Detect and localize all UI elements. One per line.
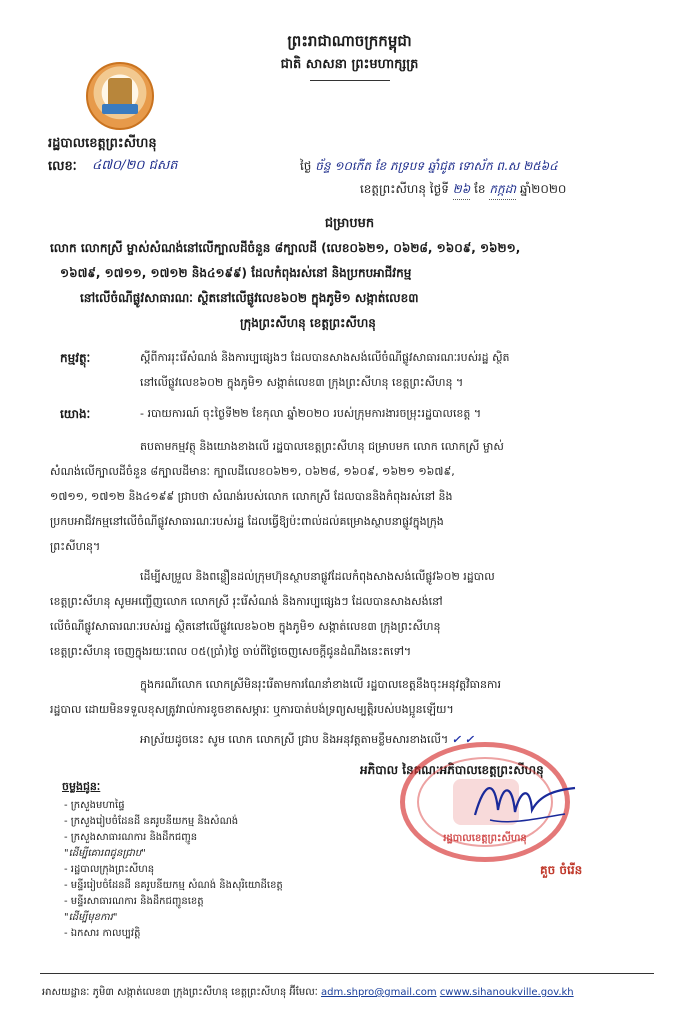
solar-date-prefix: ខេត្តព្រះសីហនុ ថ្ងៃទី xyxy=(360,182,449,196)
list-item: "ដើម្បីគោរពជូនជ្រាប" xyxy=(64,848,146,859)
footer-email-link[interactable]: adm.shpro@gmail.com xyxy=(321,987,437,998)
footer-divider xyxy=(40,973,654,974)
footer-website-link[interactable]: cwww.sihanoukville.gov.kh xyxy=(439,987,574,998)
handwritten-signature xyxy=(470,770,580,830)
footer-contact xyxy=(42,985,574,1000)
subject-label: កម្មវត្ថុៈ xyxy=(60,351,91,365)
body-p2-line-1: ដើម្បីសម្រួល និងពន្លឿនដល់ក្រុមហ៊ុនស្ថាបនាផ្លូវដែលកំពុងសាងសង់លើផ្លូវ៦០២ រដ្ឋបាល xyxy=(140,570,495,583)
closing-handwritten-mark: ✓ ✓ xyxy=(451,733,474,746)
emblem-ribbon-icon xyxy=(102,104,138,114)
list-item: - ក្រសួងរៀបចំដែនដី នគរូបនីយកម្ម និងសំណង់ xyxy=(64,816,239,827)
list-item: - ក្រសួងសាធារណការ និងដឹកជញ្ជូន xyxy=(64,832,198,843)
body-p1-line-2: សំណង់លើក្បាលដីចំនួន ៨ក្បាលដីមានៈ ក្បាលដីលេខ០៦២១, ០៦២៨, ១៦០៩, ១៦២១ ១៦៧៩, xyxy=(50,465,455,478)
addressee-line-1: លោក លោកស្រី ម្ចាស់សំណង់នៅលើក្បាលដីចំនួន ៨ក្បាលដី (លេខ០៦២១, ០៦២៨, ១៦០៩, ១៦២១, xyxy=(50,241,521,255)
lunar-date-prefix: ថ្ងៃ xyxy=(300,159,312,173)
subject-line-1: ស្តីពីការរុះរើសំណង់ និងការប្បផ្សេងៗ ដែលបានសាងសង់លើចំណីផ្លូវសាធារណៈរបស់រដ្ឋ ស្ថិត xyxy=(140,351,510,364)
body-p3-line-1: ក្នុងករណីលោក លោកស្រីមិនរុះរើតាមការណែនាំខាងលើ រដ្ឋបាលខេត្តនឹងចុះអនុវត្តវិធានការ xyxy=(140,678,502,691)
body-p3-line-2: រដ្ឋបាល ដោយមិនទទួលខុសត្រូវរាល់ការខូចខាតសម្ភារៈ ឬការបាត់បង់ទ្រព្យសម្បត្តិរបស់បងប្អូនឡើយ។ xyxy=(50,703,454,716)
list-item: "ដើម្បីមុខការ" xyxy=(64,912,118,923)
body-p1-line-5: ព្រះសីហនុ។ xyxy=(50,540,101,553)
solar-date xyxy=(360,181,566,200)
body-p2-line-2: ខេត្តព្រះសីហនុ សូមអញ្ជើញលោក លោកស្រី រុះរើសំណង់ និងការប្បផ្សេងៗ ដែលបានសាងសង់នៅ xyxy=(50,595,443,608)
solar-date-month: កក្កដា xyxy=(489,181,516,200)
solar-date-day: ២៦ xyxy=(453,181,471,200)
provincial-emblem-logo xyxy=(86,62,154,130)
lunar-date xyxy=(300,158,558,176)
cc-list xyxy=(64,798,394,942)
body-p2-line-4: ខេត្តព្រះសីហនុ ចេញក្នុងរយៈពេល ០៥(ប្រាំ)ថ្ងៃ ចាប់ពីថ្ងៃចេញសេចក្តីជូនដំណឹងនេះតទៅ។ xyxy=(50,645,412,658)
list-item: - ក្រសួងមហាផ្ទៃ xyxy=(64,800,125,811)
addressee-line-4: ក្រុងព្រះសីហនុ ខេត្តព្រះសីហនុ xyxy=(240,316,376,330)
list-item: - មន្ទីររៀបចំដែនដី នគរូបនីយកម្ម សំណង់ និងសុរិយោដីខេត្ត xyxy=(64,880,283,891)
salutation-heading: ជម្រាបមក xyxy=(324,216,375,231)
signatory-name: គួច ចំរើន xyxy=(540,863,583,877)
reference-label: យោងៈ xyxy=(60,407,91,421)
body-p1-line-1: តបតាមកម្មវត្ថុ និងយោងខាងលើ រដ្ឋបាលខេត្តព្រះសីហនុ ជម្រាបមក លោក លោកស្រី ម្ចាស់ xyxy=(140,440,504,453)
subject-line-2: នៅលើផ្លូវលេខ៦០២ ក្នុងភូមិ១ សង្កាត់លេខ៣ ក្រុងព្រះសីហនុ ខេត្តព្រះសីហនុ ។ xyxy=(140,376,464,389)
signatory-title: អភិបាល នៃគណៈអភិបាលខេត្តព្រះសីហនុ xyxy=(360,763,544,777)
list-item: - រដ្ឋបាលក្រុងព្រះសីហនុ xyxy=(64,864,155,875)
solar-date-month-label: ខែ xyxy=(474,182,486,196)
motto-divider xyxy=(310,80,390,81)
national-motto: ជាតិ សាសនា ព្រះមហាក្សត្រ xyxy=(280,57,419,72)
kingdom-title: ព្រះរាជាណាចក្រកម្ពុជា xyxy=(287,32,412,50)
body-p1-line-3: ១៧១១, ១៧១២ និង៤១៩៩ ជ្រាបថា សំណង់របស់លោក លោកស្រី ដែលបាននិងកំពុងរស់នៅ និង xyxy=(50,490,453,503)
cc-label: ចម្លងជូនៈ xyxy=(62,780,101,793)
addressee-line-2: ១៦៧៩, ១៧១១, ១៧១២ និង៤១៩៩) ដែលកំពុងរស់នៅ និងប្រកបអាជីវកម្ម xyxy=(60,266,412,280)
closing-sentence xyxy=(140,733,474,749)
lunar-date-value: ច័ន្ទ ១០កើត ខែ ភទ្របទ ឆ្នាំជូត ទោស័ក ព.ស ២៥៦៤ xyxy=(315,159,558,173)
solar-date-year: ឆ្នាំ២០២០ xyxy=(519,182,567,196)
closing-text: អាស្រ័យដូចនេះ សូម លោក លោកស្រី ជ្រាប និងអនុវត្តតាមខ្លឹមសារខាងលើ។ xyxy=(140,733,449,746)
document-number-value: ៤៧០/២០ ជសត xyxy=(92,158,178,173)
footer-address: អាសយដ្ឋានៈ ភូមិ៣ សង្កាត់លេខ៣ ក្រុងព្រះសីហនុ ខេត្តព្រះសីហនុ អ៊ីមែលៈ xyxy=(42,987,318,998)
issuing-authority: រដ្ឋបាលខេត្តព្រះសីហនុ xyxy=(48,136,157,151)
document-number-label: លេខៈ xyxy=(48,159,77,174)
addressee-line-3: នៅលើចំណីផ្លូវសាធារណៈ ស្ថិតនៅលើផ្លូវលេខ៦០២ ក្នុងភូមិ១ សង្កាត់លេខ៣ xyxy=(80,291,419,305)
list-item: - មន្ទីរសាធារណការ និងដឹកជញ្ជូនខេត្ត xyxy=(64,896,204,907)
seal-text: រដ្ឋបាលខេត្តព្រះសីហនុ xyxy=(443,833,527,844)
list-item: - ឯកសារ កាលប្បវត្តិ xyxy=(64,928,141,939)
reference-text: - របាយការណ៍ ចុះថ្ងៃទី២២ ខែកុលា ឆ្នាំ២០២០ របស់ក្រុមការងារចម្រុះរដ្ឋបាលខេត្ត ។ xyxy=(140,407,482,420)
body-p1-line-4: ប្រកបអាជីវកម្មនៅលើចំណីផ្លូវសាធារណៈរបស់រដ្ឋ ដែលធ្វើឱ្យប៉ះពាល់ដល់គម្រោងស្ថាបនាផ្លូវក្នុងក្រុង xyxy=(50,515,444,528)
body-p2-line-3: លើចំណីផ្លូវសាធារណៈរបស់រដ្ឋ ស្ថិតនៅលើផ្លូវលេខ៦០២ ក្នុងភូមិ១ សង្កាត់លេខ៣ ក្រុងព្រះសីហនុ xyxy=(50,620,441,633)
